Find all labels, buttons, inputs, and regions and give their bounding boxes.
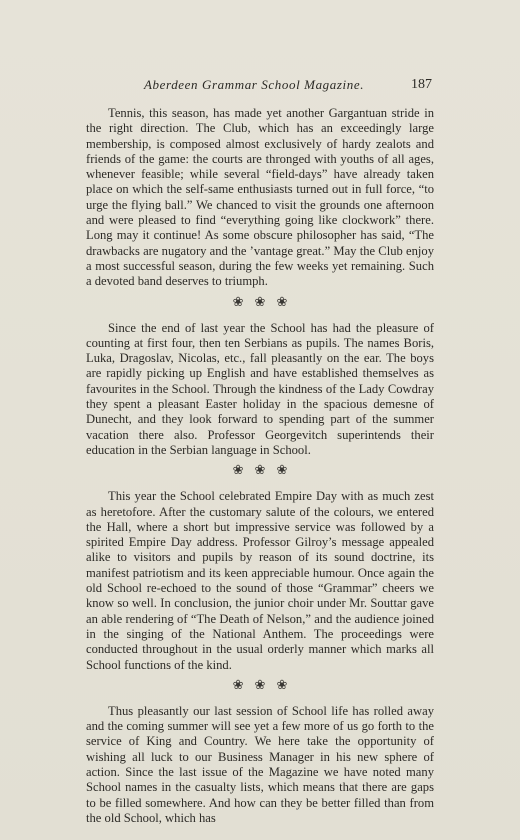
running-title: Aberdeen Grammar School Magazine. — [144, 77, 365, 92]
flower-ornament-icon: ❀ — [276, 676, 299, 692]
flower-ornament-icon: ❀ — [232, 293, 255, 309]
page-number: 187 — [411, 77, 432, 92]
flower-ornament-icon: ❀ — [276, 293, 299, 309]
paragraph-empire-day: This year the School celebrated Empire Day with as much zest as heretofore. After the customary salute of the colours, we entered the Hall, where a short but impressive service was followed by a spirited Empire Day address. Professor Gilroy’s message appealed alike to visitors and pupils by reason of its sound doctrine, its manifest patriotism and its keen appreciable humour. Once again the old School re-echoed to the sound of those “Grammar” cheers we know so well. In conclusion, the junior choir under Mr. Souttar gave an able rendering of “The Death of Nelson,” and the audience joined in the singing of the National Anthem. The proceedings were conducted throughout in the usual orderly manner which marks all School functions of the kind. — [86, 489, 434, 672]
section-separator — [86, 677, 434, 693]
flower-ornament-icon: ❀ — [254, 462, 277, 478]
article-body — [86, 106, 434, 826]
flower-ornament-icon: ❀ — [276, 462, 299, 478]
flower-ornament-icon: ❀ — [254, 293, 277, 309]
page-header — [84, 77, 432, 97]
paragraph-closing: Thus pleasantly our last session of School life has rolled away and the coming summer will see yet a few more of us go forth to the service of King and Country. We here take the opportunity of wishing all luck to our Business Manager in his new sphere of action. Since the last issue of the Magazine we have noted many School names in the casualty lists, which means that there are gaps to be filled somewhere. And how can they be better filled than from the old School, which has — [86, 703, 434, 825]
section-separator — [86, 462, 434, 478]
paragraph-serbians: Since the end of last year the School has had the pleasure of counting at first four, then ten Serbians as pupils. The names Boris, Luka, Dragoslav, Nicolas, etc., fall pleasantly on the ear. The boys are rapidly picking up English and have established themselves as favourites in the School. Through the kindness of the Lady Cowdray they spent a pleasant Easter holiday in the spacious demesne of Dunecht, and they look forward to spending part of the summer vacation there also. Professor Georgevitch superintends their education in the Serbian language in School. — [86, 320, 434, 457]
section-separator — [86, 294, 434, 310]
flower-ornament-icon: ❀ — [232, 462, 255, 478]
flower-ornament-icon: ❀ — [232, 676, 255, 692]
flower-ornament-icon: ❀ — [254, 676, 277, 692]
paragraph-tennis: Tennis, this season, has made yet another Gargantuan stride in the right direction. The Club, which has an exceedingly large membership, is composed almost exclusively of hardy zealots and friends of the game: the courts are thronged with youths of all ages, whenever feasible; while several “field-days” have already taken place on which the self-same enthusiasts turned out in full force, “to urge the flying ball.” We chanced to visit the grounds one afternoon and were pleased to find “everything going like clockwork” there. Long may it continue! As some obscure philosopher has said, “The drawbacks are nugatory and the ’vantage great.” May the Club enjoy a most successful season, during the few weeks yet remaining. Such a devoted band deserves to triumph. — [86, 106, 434, 289]
